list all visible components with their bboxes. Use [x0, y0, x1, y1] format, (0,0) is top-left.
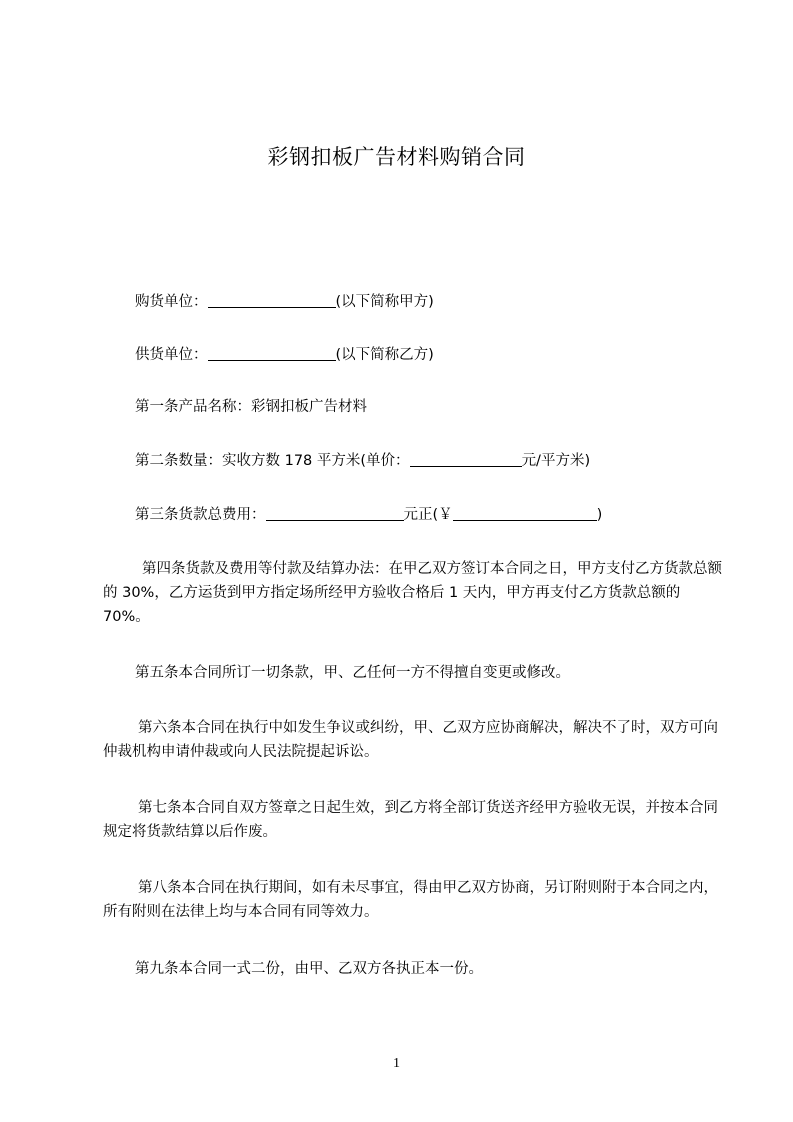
buyer-label: 购货单位：	[135, 294, 208, 310]
buyer-blank[interactable]	[208, 291, 336, 308]
article-2-suffix: 元/平方米)	[521, 453, 591, 469]
supplier-line	[135, 344, 755, 367]
article-8: 第八条本合同在执行期间，如有未尽事宜，得由甲乙双方协商，另订附则附于本合同之内，所有附则在法律上均与本合同有同等效力。	[103, 880, 718, 920]
document-title: 彩钢扣板广告材料购销合同	[267, 145, 526, 169]
page-number: 1	[393, 1056, 400, 1071]
article-2-prefix: 第二条数量：实收方数 178 平方米(单价：	[135, 453, 410, 469]
buyer-line	[135, 291, 755, 314]
article-3-middle: 元正(￥	[403, 507, 453, 523]
article-9: 第九条本合同一式二份，由甲、乙双方各执正本一份。	[135, 961, 483, 977]
buyer-suffix: (以下简称甲方)	[335, 294, 434, 310]
article-5: 第五条本合同所订一切条款，甲、乙任何一方不得擅自变更或修改。	[135, 665, 570, 681]
article-3	[135, 504, 755, 527]
article-7: 第七条本合同自双方签章之日起生效，到乙方将全部订货送齐经甲方验收无误，并按本合同规定将货款结算以后作废。	[103, 800, 718, 840]
supplier-blank[interactable]	[208, 344, 336, 361]
article-1: 第一条产品名称：彩钢扣板广告材料	[135, 399, 367, 415]
article-6: 第六条本合同在执行中如发生争议或纠纷，甲、乙双方应协商解决，解决不了时，双方可向仲裁机构申请仲裁或向人民法院提起诉讼。	[103, 720, 718, 760]
total-amount-figures-blank[interactable]	[453, 504, 597, 521]
unit-price-blank[interactable]	[410, 450, 522, 467]
total-amount-words-blank[interactable]	[266, 504, 404, 521]
supplier-label: 供货单位：	[135, 347, 208, 363]
supplier-suffix: (以下简称乙方)	[335, 347, 434, 363]
article-3-suffix: )	[596, 507, 603, 523]
article-3-prefix: 第三条货款总费用：	[135, 507, 266, 523]
article-2	[135, 450, 755, 473]
article-4: 第四条货款及费用等付款及结算办法：在甲乙双方签订本合同之日，甲方支付乙方货款总额的 30%，乙方运货到甲方指定场所经甲方验收合格后 1 天内，甲方再支付乙方货款总额的 70%。	[103, 561, 722, 625]
